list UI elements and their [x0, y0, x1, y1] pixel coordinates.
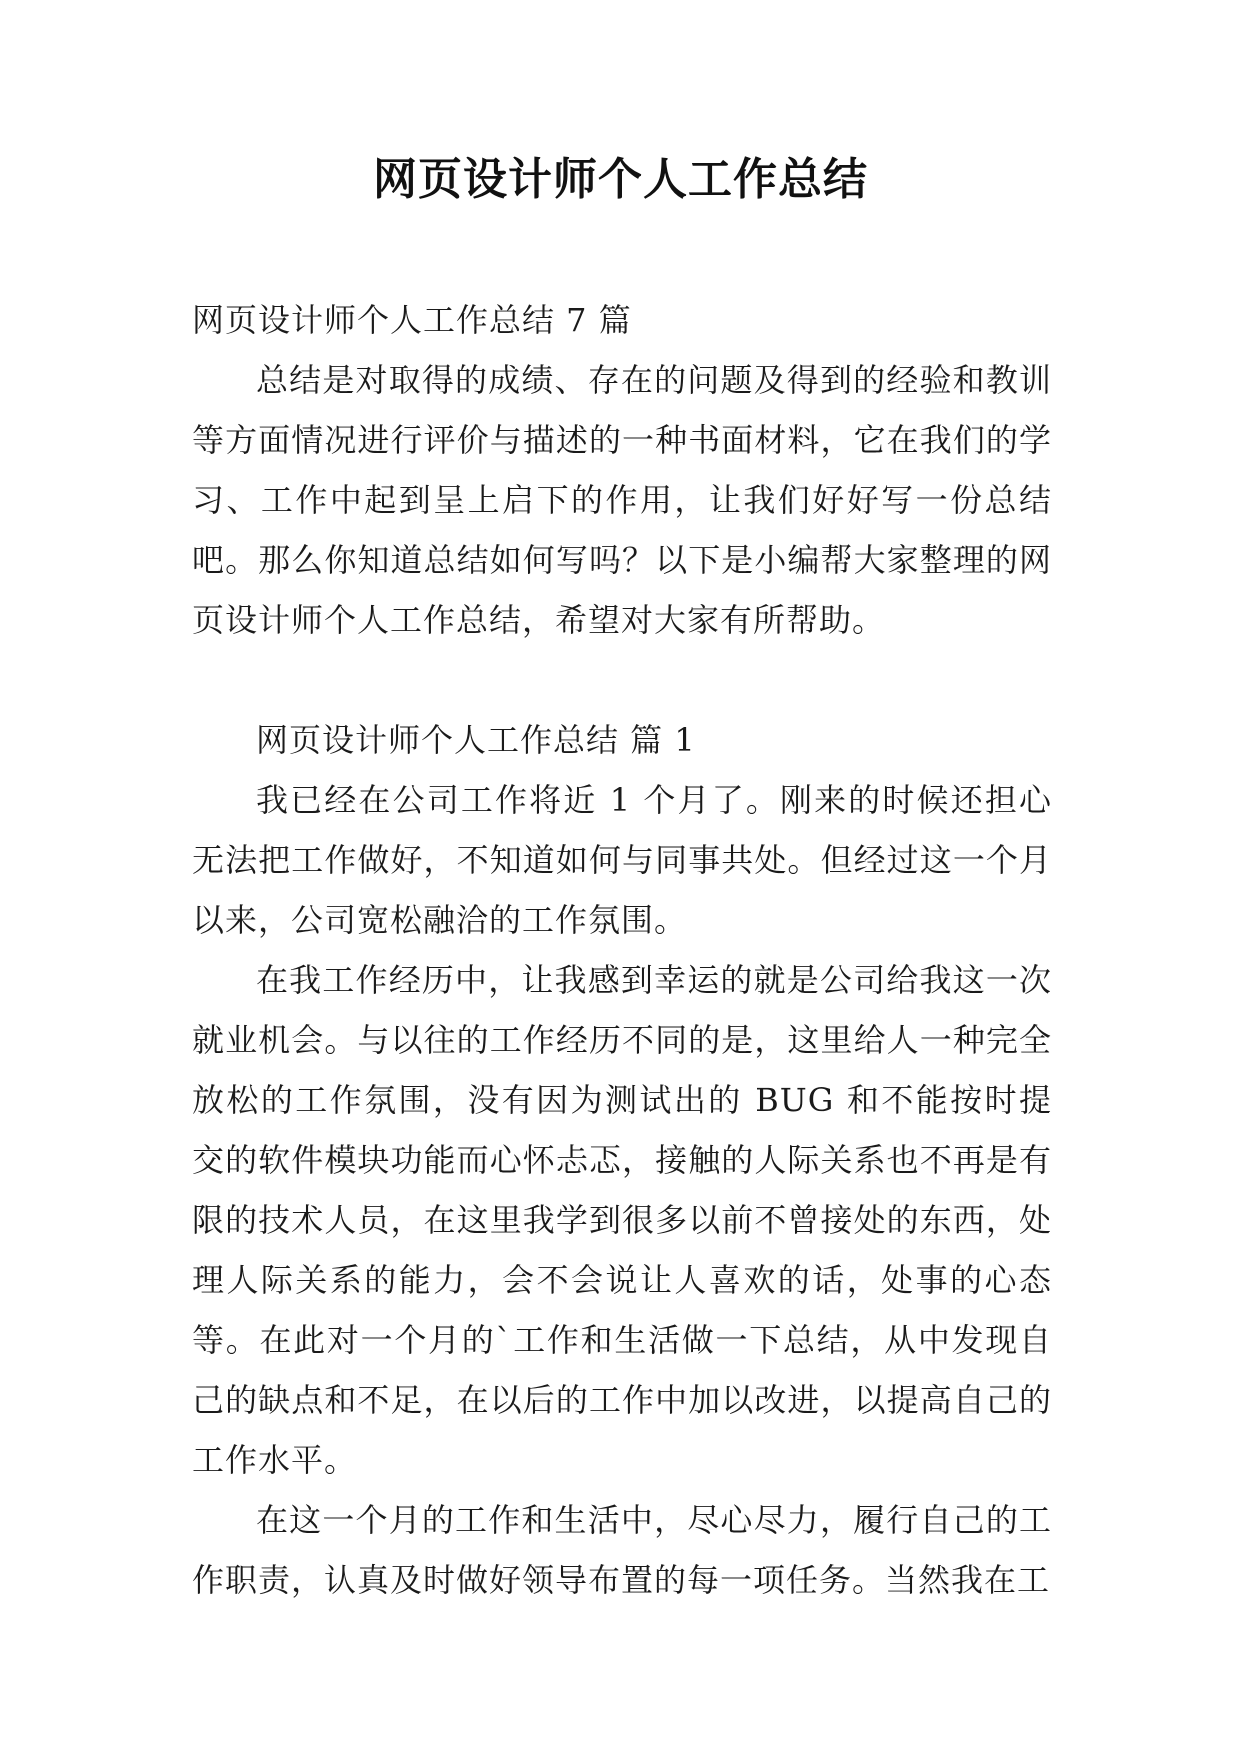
body-paragraph: 我已经在公司工作将近 1 个月了。刚来的时候还担心无法把工作做好，不知道如何与同事共处。但经过这一个月以来，公司宽松融洽的工作氛围。	[192, 781, 1052, 939]
section-heading: 网页设计师个人工作总结 篇 1	[256, 721, 696, 759]
body-paragraph: 在这一个月的工作和生活中，尽心尽力，履行自己的工作职责，认真及时做好领导布置的每一项任务。当然我在工	[192, 1501, 1052, 1599]
document-body	[192, 290, 1052, 1610]
paragraph-spacer	[192, 650, 1052, 710]
intro-paragraph: 总结是对取得的成绩、存在的问题及得到的经验和教训等方面情况进行评价与描述的一种书面材料，它在我们的学习、工作中起到呈上启下的作用，让我们好好写一份总结吧。那么你知道总结如何写吗？以下是小编帮大家整理的网页设计师个人工作总结，希望对大家有所帮助。	[192, 361, 1052, 639]
document-title: 网页设计师个人工作总结	[373, 154, 868, 205]
body-paragraph: 在我工作经历中，让我感到幸运的就是公司给我这一次就业机会。与以往的工作经历不同的是，这里给人一种完全放松的工作氛围，没有因为测试出的 BUG 和不能按时提交的软件模块功能而心怀忐忑，接触的人际关系也不再是有限的技术人员，在这里我学到很多以前不曾接处的东西，处理人际关系的能力，会不会说让人喜欢的话，处事的心态等。在此对一个月的`工作和生活做一下总结，从中发现自己的缺点和不足，在以后的工作中加以改进，以提高自己的工作水平。	[192, 961, 1052, 1479]
document-subtitle: 网页设计师个人工作总结 7 篇	[192, 301, 632, 339]
